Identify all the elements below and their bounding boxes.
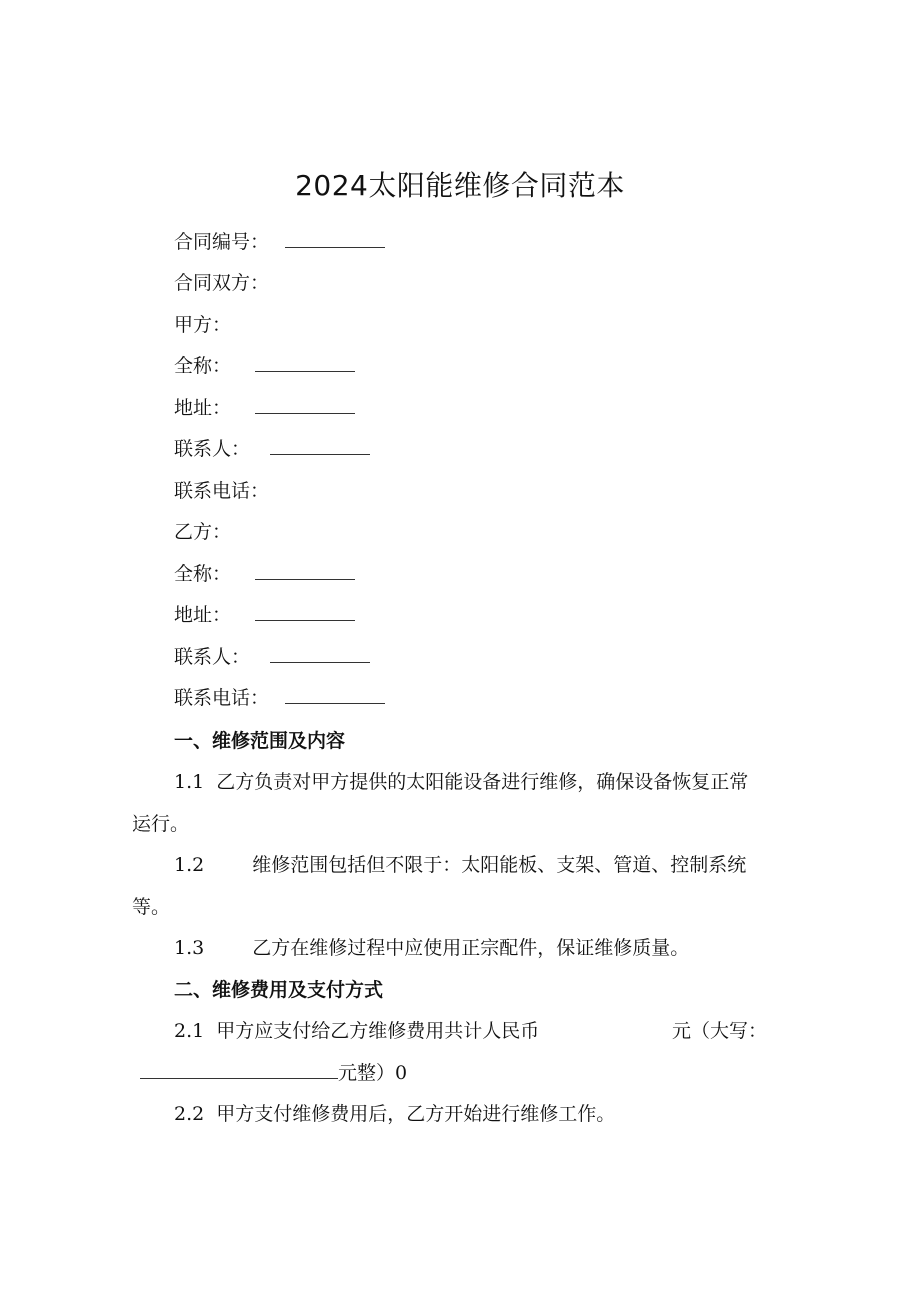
party-b-address-row xyxy=(174,602,355,628)
clause-1-2-line-2: 等。 xyxy=(132,896,171,918)
amount-in-words-blank[interactable] xyxy=(140,1060,338,1079)
clause-1-1-number: 1.1 xyxy=(174,771,205,793)
party-b-contact-row xyxy=(174,644,370,670)
party-b-address-label: 地址： xyxy=(174,604,232,626)
section-2-heading: 二、维修费用及支付方式 xyxy=(174,979,384,1001)
party-a-phone-label: 联系电话： xyxy=(174,480,270,502)
clause-1-1-text: 乙方负责对甲方提供的太阳能设备进行维修，确保设备恢复正常 xyxy=(216,771,749,793)
party-a-label: 甲方： xyxy=(174,314,232,336)
clause-2-1-line-2 xyxy=(140,1060,407,1086)
contract-number-blank[interactable] xyxy=(285,229,385,248)
clause-1-2-text: 维修范围包括但不限于：太阳能板、支架、管道、控制系统 xyxy=(252,854,747,876)
party-b-name-row xyxy=(174,561,355,587)
clause-2-1-text: 甲方应支付给乙方维修费用共计人民币 xyxy=(216,1020,540,1042)
party-a-contact-label: 联系人： xyxy=(174,438,251,460)
party-a-name-label: 全称： xyxy=(174,355,232,377)
party-b-phone-row xyxy=(174,685,385,711)
party-b-label: 乙方： xyxy=(174,521,232,543)
party-b-name-label: 全称： xyxy=(174,563,232,585)
party-a-name-row xyxy=(174,353,355,379)
party-a-address-blank[interactable] xyxy=(255,395,355,414)
clause-1-3 xyxy=(174,935,689,961)
party-b-phone-label: 联系电话： xyxy=(174,687,270,709)
clause-2-1-tail: 元整）0 xyxy=(338,1062,408,1084)
clause-1-2-number: 1.2 xyxy=(174,854,205,876)
party-b-name-blank[interactable] xyxy=(255,561,355,580)
contract-number-label: 合同编号： xyxy=(174,231,270,253)
clause-1-3-text: 乙方在维修过程中应使用正宗配件，保证维修质量。 xyxy=(252,937,690,959)
clause-1-1-line-1 xyxy=(174,769,748,795)
contract-number-row xyxy=(174,229,385,255)
clause-2-1-number: 2.1 xyxy=(174,1020,205,1042)
party-b-contact-label: 联系人： xyxy=(174,646,251,668)
party-a-contact-row xyxy=(174,436,370,462)
contract-parties-label: 合同双方： xyxy=(174,272,270,294)
clause-2-2 xyxy=(174,1101,615,1127)
clause-1-3-number: 1.3 xyxy=(174,937,205,959)
party-a-contact-blank[interactable] xyxy=(270,436,370,455)
clause-2-2-number: 2.2 xyxy=(174,1103,205,1125)
party-a-address-row xyxy=(174,395,355,421)
party-a-name-blank[interactable] xyxy=(255,353,355,372)
clause-1-2-line-1 xyxy=(174,852,746,878)
party-b-phone-blank[interactable] xyxy=(285,685,385,704)
section-1-heading: 一、维修范围及内容 xyxy=(174,730,346,752)
clause-2-1-unit: 元（大写： xyxy=(672,1020,768,1042)
clause-2-2-text: 甲方支付维修费用后，乙方开始进行维修工作。 xyxy=(216,1103,616,1125)
party-b-contact-blank[interactable] xyxy=(270,644,370,663)
document-title: 2024太阳能维修合同范本 xyxy=(295,169,625,202)
party-a-address-label: 地址： xyxy=(174,397,232,419)
party-b-address-blank[interactable] xyxy=(255,602,355,621)
clause-2-1-line-1 xyxy=(174,1018,539,1044)
clause-1-1-line-2: 运行。 xyxy=(132,813,190,835)
